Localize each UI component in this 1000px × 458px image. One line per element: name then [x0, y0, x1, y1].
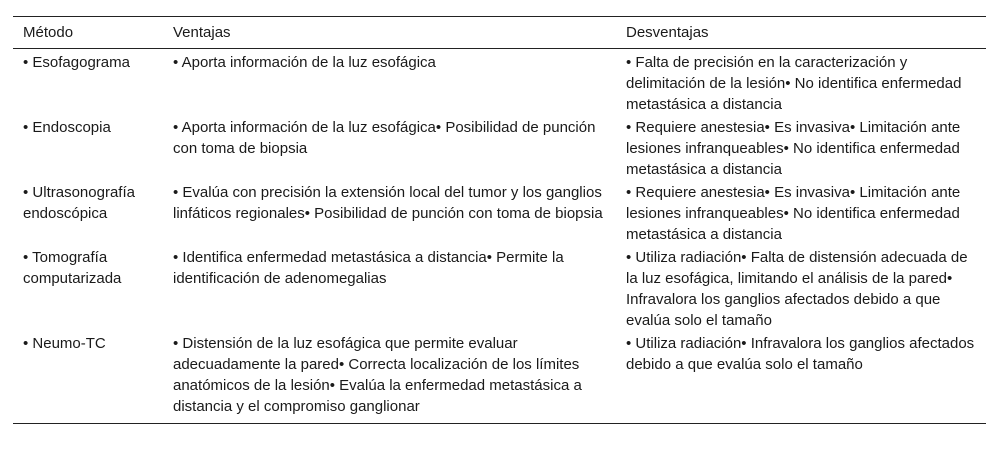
- disadvantages-cell: • Requiere anestesia• Es invasiva• Limitación ante lesiones infranqueables• No identifica enfermedad metastásica a distancia: [626, 184, 961, 243]
- disadvantages-cell: • Requiere anestesia• Es invasiva• Limitación ante lesiones infranqueables• No identifica enfermedad metastásica a distancia: [626, 119, 961, 178]
- table-row: [13, 49, 986, 116]
- comparison-table-container: [13, 16, 986, 424]
- method-cell: • Neumo-TC: [13, 331, 163, 424]
- advantages-cell: • Aporta información de la luz esofágica• Posibilidad de punción con toma de biopsia: [173, 119, 596, 157]
- method-cell: • Esofagograma: [23, 54, 130, 71]
- table-header: [13, 17, 986, 49]
- method-cell: • Ultrasonografía endoscópica: [23, 184, 135, 222]
- advantages-cell: • Evalúa con precisión la extensión local del tumor y los ganglios linfáticos regionales• Posibilidad de punción con toma de biopsia: [173, 184, 603, 222]
- table-row: [13, 245, 986, 331]
- table-row: [13, 115, 986, 180]
- table-row: [13, 180, 986, 245]
- disadvantages-cell: • Falta de precisión en la caracterización y delimitación de la lesión• No identifica enfermedad metastásica a distancia: [626, 54, 962, 113]
- advantages-cell: • Aporta información de la luz esofágica: [173, 54, 436, 71]
- table-body: [13, 49, 986, 424]
- method-cell: • Tomografía computarizada: [23, 249, 122, 287]
- method-cell: • Endoscopia: [23, 119, 111, 136]
- comparison-table: [13, 16, 986, 424]
- advantages-cell: • Distensión de la luz esofágica que permite evaluar adecuadamente la pared• Correcta localización de los límites anatómicos de la lesión• Evalúa la enfermedad metastásica a distancia y el compromiso ganglionar: [163, 331, 616, 424]
- header-row: [13, 17, 986, 49]
- header-disadvantages: Desventajas: [616, 17, 986, 49]
- header-method: Método: [13, 17, 163, 49]
- disadvantages-cell: • Utiliza radiación• Falta de distensión adecuada de la luz esofágica, limitando el análisis de la pared• Infravalora los ganglios afectados debido a que evalúa solo el tamaño: [626, 249, 968, 329]
- advantages-cell: • Identifica enfermedad metastásica a distancia• Permite la identificación de adenomegalias: [173, 249, 564, 287]
- header-advantages: Ventajas: [163, 17, 616, 49]
- disadvantages-cell: • Utiliza radiación• Infravalora los ganglios afectados debido a que evalúa solo el tamaño: [616, 331, 986, 424]
- table-row: [13, 331, 986, 424]
